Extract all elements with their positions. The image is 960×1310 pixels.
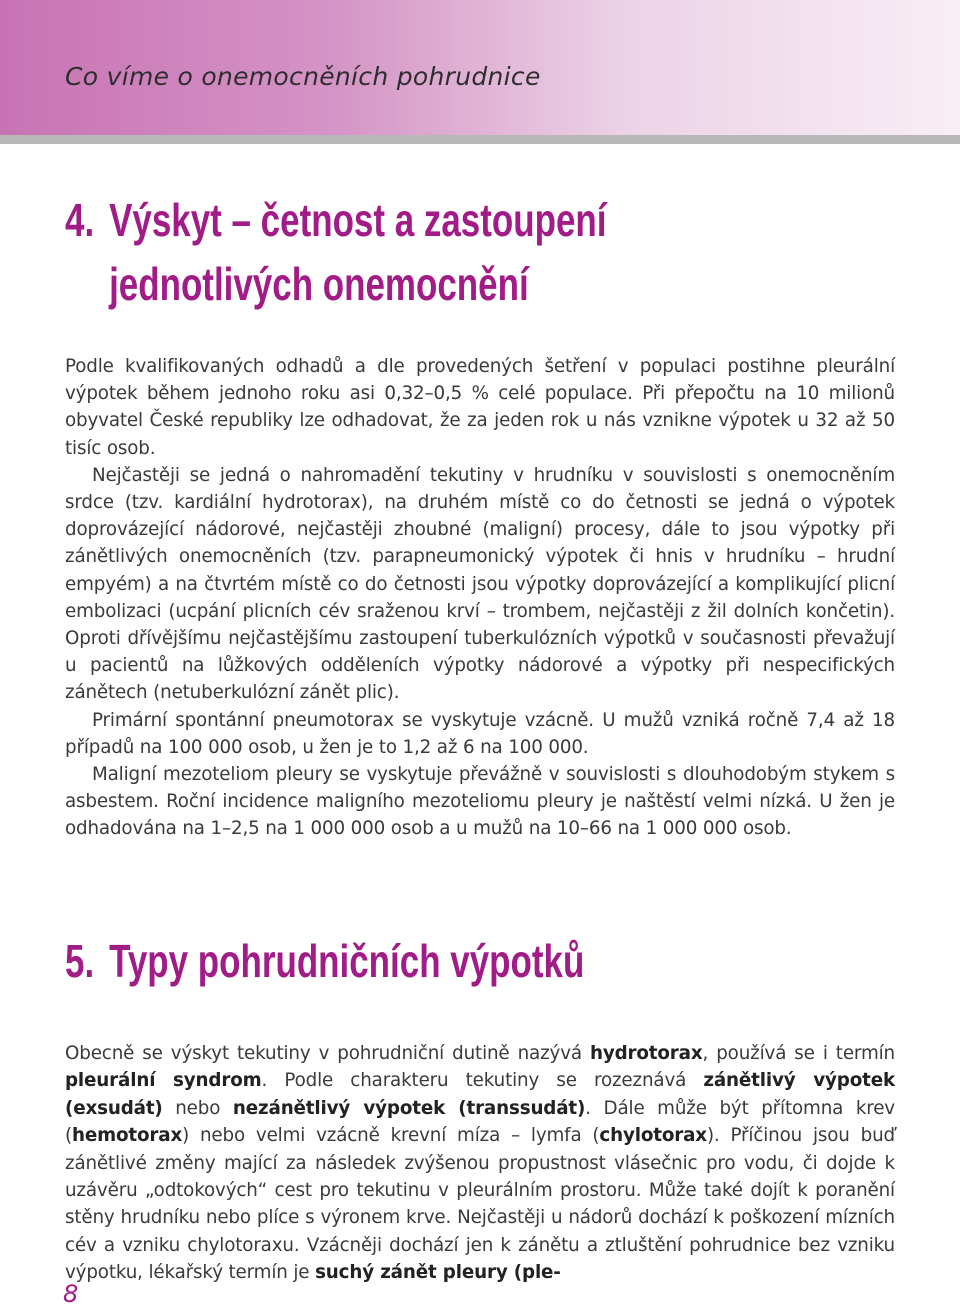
section-4-body	[65, 353, 895, 843]
paragraph	[65, 1040, 895, 1287]
text-run: . Podle charakteru tekutiny se rozeznává	[261, 1070, 704, 1092]
section-4-title-line1: Výskyt – četnost a zastoupení	[109, 194, 607, 246]
text-run: ) nebo velmi vzácně krevní míza – lymfa (	[182, 1125, 600, 1147]
section-4-heading	[65, 188, 606, 316]
page-number: 8	[63, 1280, 79, 1308]
paragraph: Nejčastěji se jedná o nahromadění tekutiny v hrudníku v souvislosti s onemocněním srdce (tzv. kardiální hydrotorax), na druhém místě co do četnosti se jedná o výpotek doprovázející nádorové, nejčastěji zhoubné (maligní) procesy, dále to jsou výpotky při zánětlivých onemocněních (tzv. parapneumonický výpotek či hnis v hrudníku – hrudní empyém) a na čtvrtém místě co do četnosti jsou výpotky doprovázející a komplikující plicní embolizaci (ucpání plicních cév sraženou krví – trombem, nejčastěji z žil dolních končetin). Oproti dřívějšímu nejčastějšímu zastoupení tuberkulózních výpotků v současnosti převažují u pacientů na lůžkových odděleních výpotky nádorové a výpotky při nespecifických zánětech (netuberkulózní zánět plic).	[65, 464, 895, 704]
term-transsudat: nezánětlivý výpotek (transsudát)	[232, 1097, 586, 1119]
paragraph: Primární spontánní pneumotorax se vyskytuje vzácně. U mužů vzniká ročně 7,4 až 18 případů na 100 000 osob, u žen je to 1,2 až 6 na 100 000.	[65, 709, 895, 758]
term-exsudat: zánětlivý výpotek (exsudát)	[65, 1070, 895, 1119]
section-4-title-line2: jednotlivých onemocnění	[109, 258, 529, 310]
header-rule	[0, 135, 960, 144]
term-suchy-zanet-pleury: suchý zánět pleury (ple-	[315, 1262, 561, 1284]
paragraph: Maligní mezoteliom pleury se vyskytuje převážně v souvislosti s dlouhodobým stykem s asbestem. Roční incidence maligního mezoteliomu pleury je naštěstí velmi nízká. U žen je odhadována na 1–2,5 na 1 000 000 osob a u mužů na 10–66 na 1 000 000 osob.	[65, 764, 895, 840]
text-run: . Dále může být přítomna krev (	[65, 1097, 895, 1147]
section-5-body	[65, 1040, 895, 1287]
text-run: Obecně se výskyt tekutiny v pohrudniční dutině nazývá	[65, 1043, 590, 1064]
section-5-heading	[65, 929, 584, 993]
section-5-number: 5.	[65, 935, 95, 987]
text-run: ). Příčinou jsou buď zánětlivé změny mající za následek zvýšenou propustnost vlásečnic pro vodu, či dojde k uzávěru „odtokových“ cest pro tekutinu v pleurálním prostoru. Může také dojít k poranění stěny hrudníku nebo plíce s výronem krve. Nejčastěji u nádorů dochází k poškození mízních cév a vzniku chylotoraxu. Vzácněji dochází jen k zánětu a ztluštění pohrudnice bez vzniku výpotku, lékařský termín je	[65, 1125, 895, 1284]
section-4-number: 4.	[65, 194, 95, 246]
term-pleuralni-syndrom: pleurální syndrom	[65, 1070, 262, 1092]
term-hydrotorax: hydrotorax	[589, 1043, 703, 1064]
text-run: , používá se i termín	[702, 1043, 895, 1064]
term-hemotorax: hemotorax	[71, 1125, 183, 1147]
term-chylotorax: chylotorax	[599, 1125, 707, 1147]
section-5-title: Typy pohrudničních výpotků	[109, 935, 585, 987]
text-run: nebo	[162, 1097, 233, 1119]
running-title: Co víme o onemocněních pohrudnice	[65, 62, 541, 91]
paragraph: Podle kvalifikovaných odhadů a dle provedených šetření v populaci postihne pleurální výpotek během jednoho roku asi 0,32–0,5 % celé populace. Při přepočtu na 10 milionů obyvatel České republiky lze odhadovat, že za jeden rok u nás vznikne výpotek u 32 až 50 tisíc osob.	[65, 356, 895, 459]
